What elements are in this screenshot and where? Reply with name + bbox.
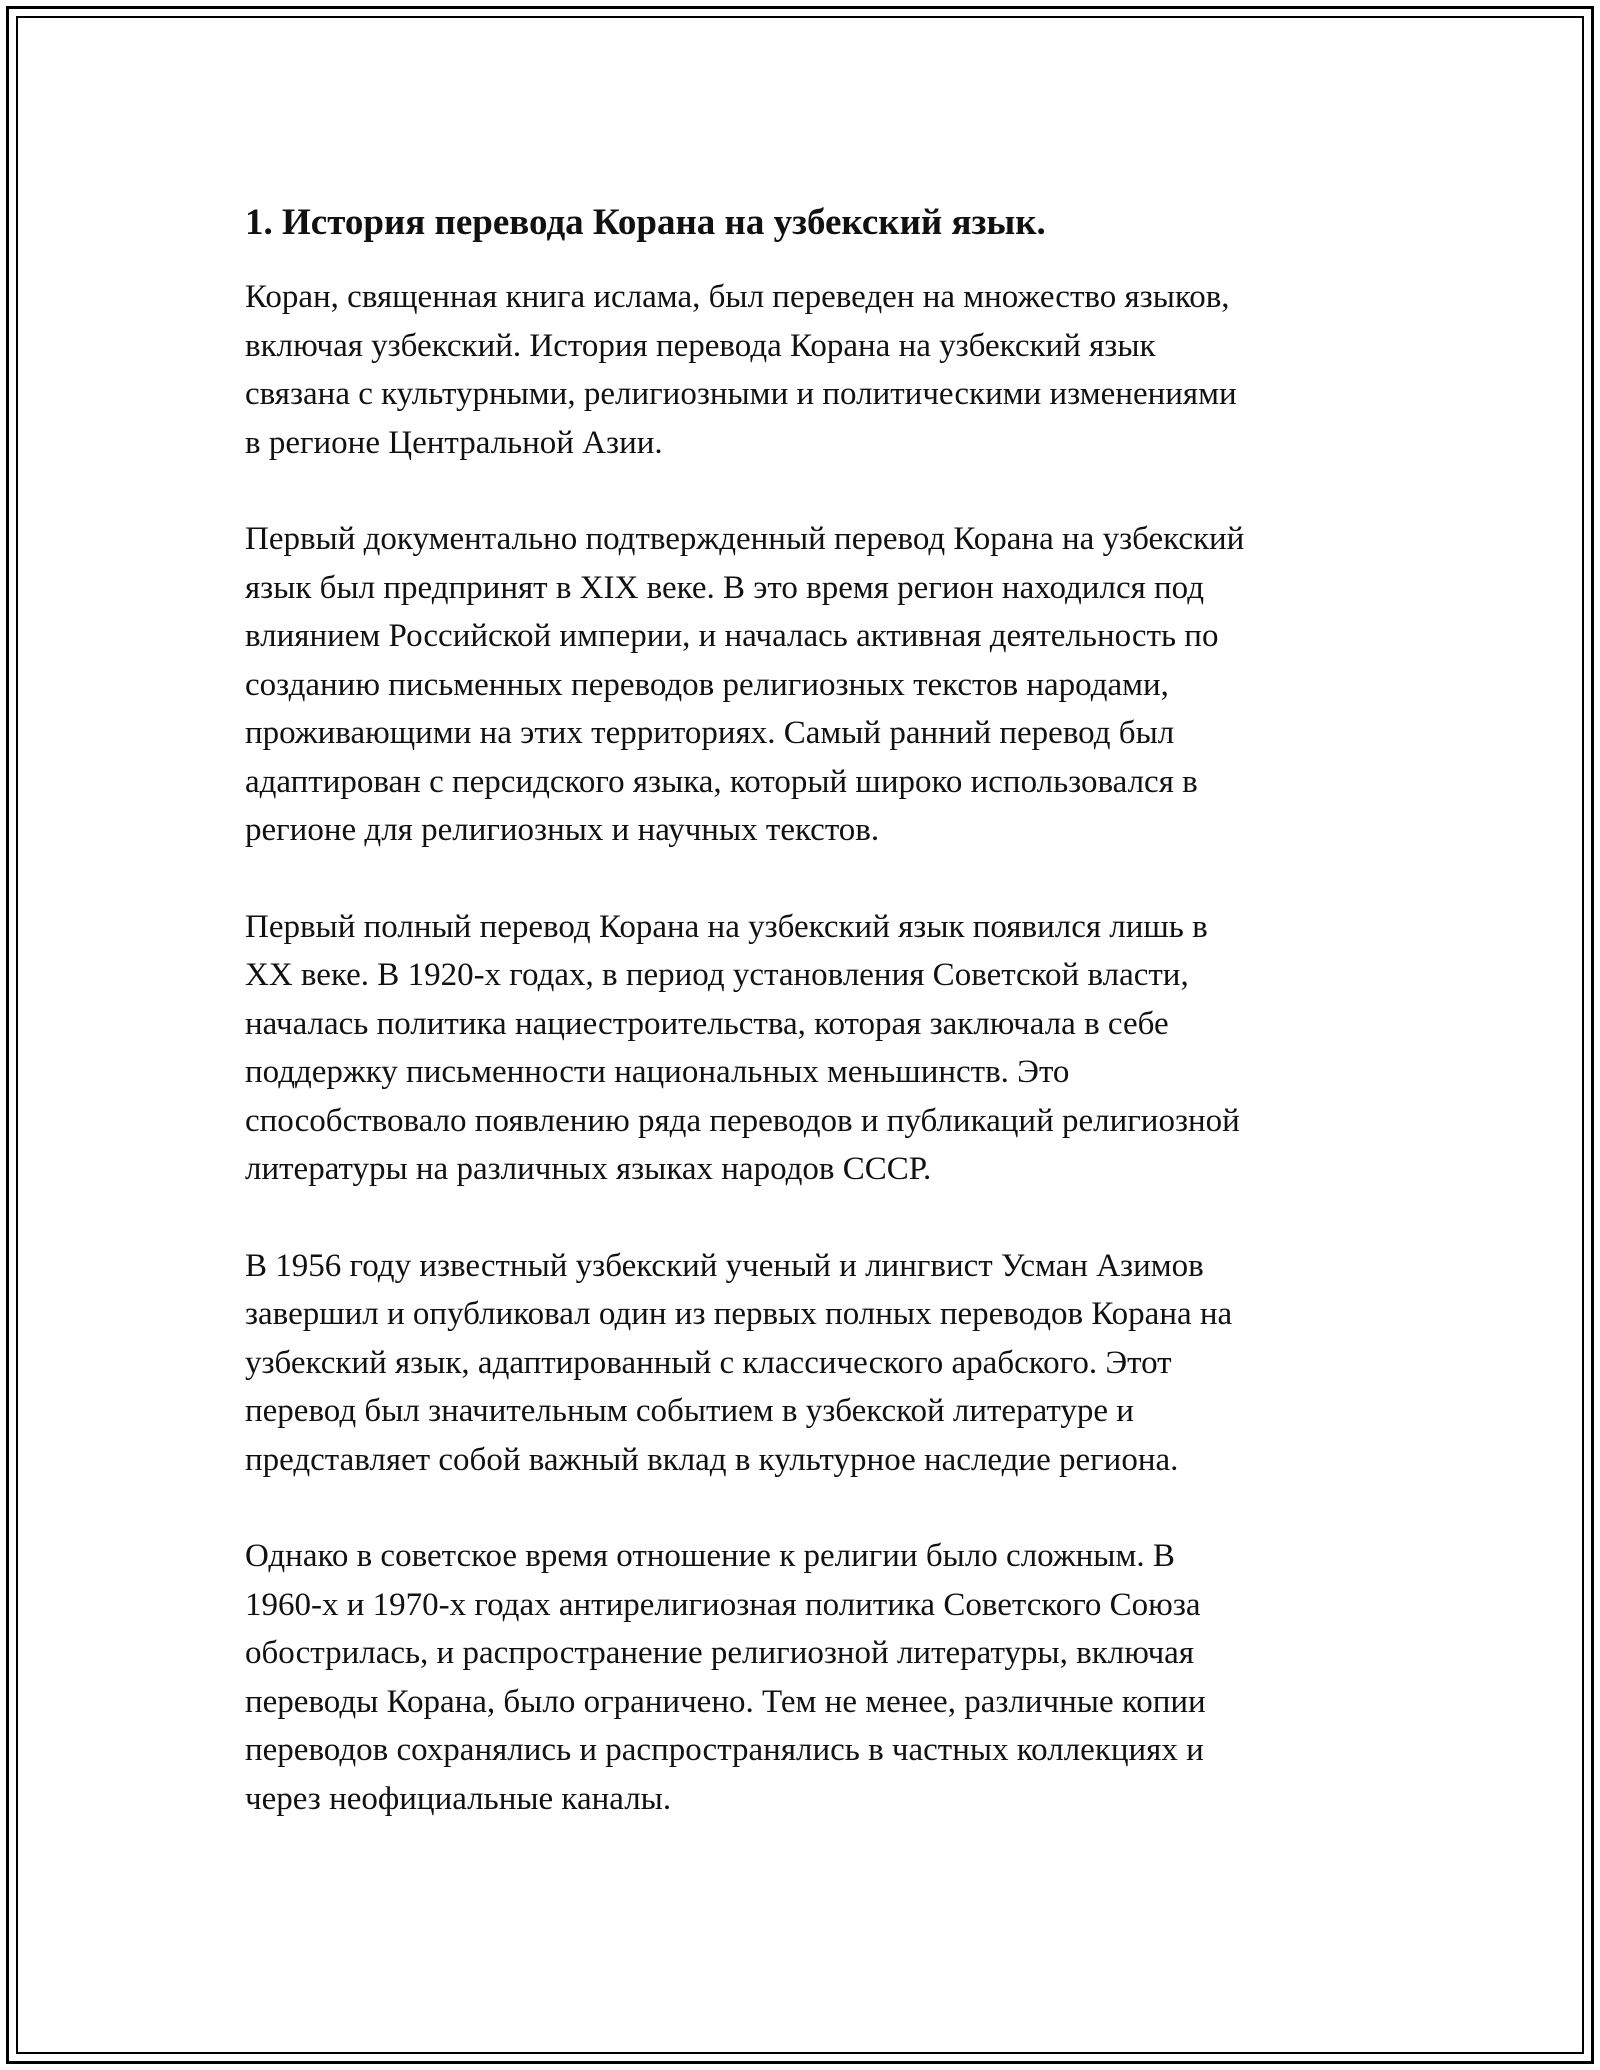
paragraph-1: Коран, священная книга ислама, был переведен на множество языков, включая узбекский. История перевода Корана на узбекский язык связана с культурными, религиозными и политическими изменениями в регионе Центральной Азии. bbox=[245, 279, 1237, 461]
paragraph-2: Первый документально подтвержденный перевод Корана на узбекский язык был предпринят в XIX веке. В это время регион находился под влиянием Российской империи, и началась активная деятельность по созданию письменных переводов религиозных текстов народами, проживающими на этих территориях. Самый ранний перевод был адаптирован с персидского языка, который широко использовался в регионе для религиозных и научных текстов. bbox=[245, 521, 1245, 848]
section-heading: 1. История перевода Корана на узбекский язык. bbox=[245, 202, 1046, 243]
page-border bbox=[6, 6, 1594, 2064]
paragraph-5: Однако в советское время отношение к религии было сложным. В 1960-х и 1970-х годах антирелигиозная политика Советского Союза обострилась, и распространение религиозной литературы, включая переводы Корана, было ограничено. Тем не менее, различные копии переводов сохранялись и распространялись в частных коллекциях и через неофициальные каналы. bbox=[245, 1538, 1206, 1817]
document-body bbox=[245, 195, 1385, 1871]
paragraph-4: В 1956 году известный узбекский ученый и лингвист Усман Азимов завершил и опубликовал один из первых полных переводов Корана на узбекский язык, адаптированный с классического арабского. Этот перевод был значительным событием в узбекской литературе и представляет собой важный вклад в культурное наследие региона. bbox=[245, 1247, 1233, 1478]
paragraph-3: Первый полный перевод Корана на узбекский язык появился лишь в XX веке. В 1920-х годах, в период установления Советской власти, началась политика нациестроительства, которая заключала в себе поддержку письменности национальных меньшинств. Это способствовало появлению ряда переводов и публикаций религиозной литературы на различных языках народов СССР. bbox=[245, 908, 1240, 1187]
